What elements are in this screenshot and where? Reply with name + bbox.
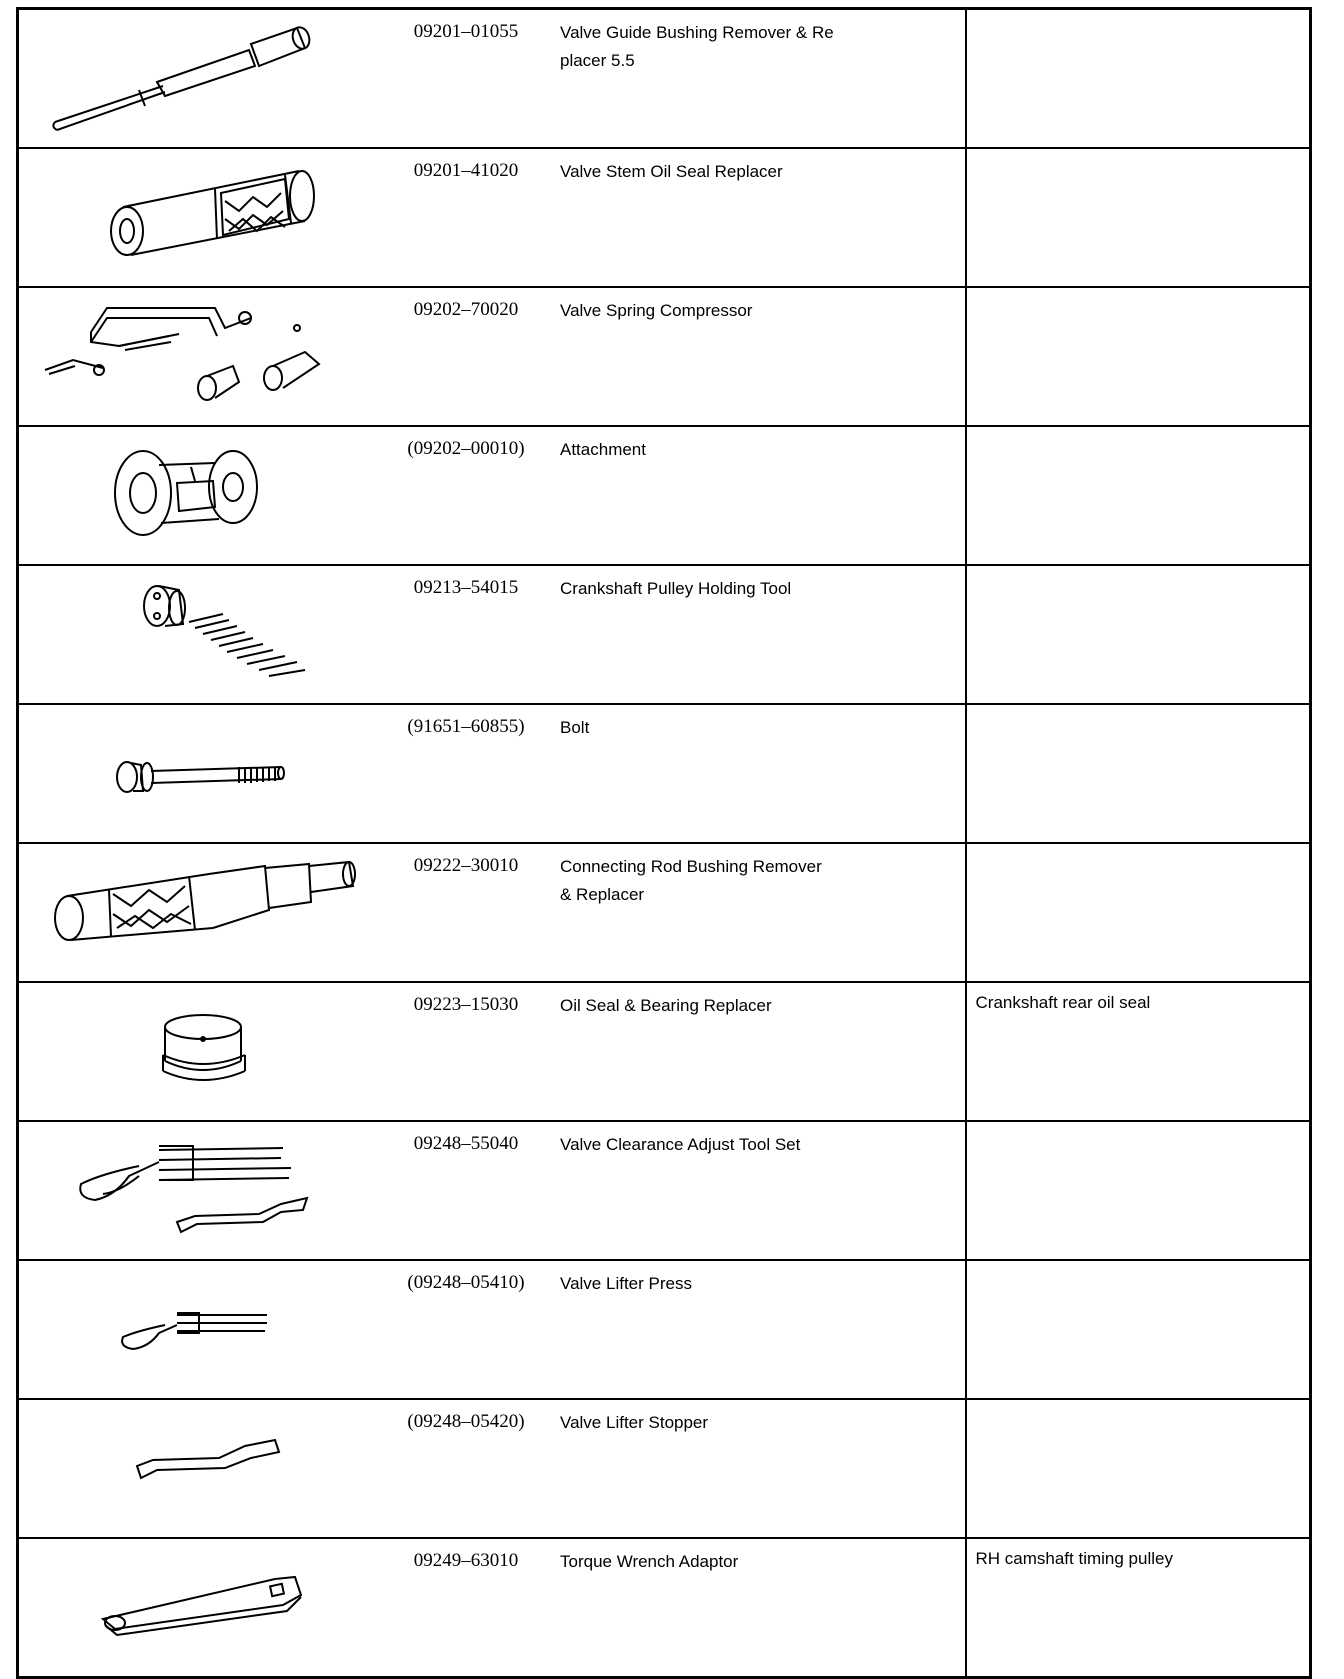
- tool-cell: [18, 1538, 966, 1678]
- valve-guide-bushing-remover-drawing: [19, 10, 399, 137]
- part-number: 09201–01055: [413, 21, 519, 42]
- tool-name: Valve Guide Bushing Remover & Re placer 5.5: [560, 23, 834, 70]
- table-row: [18, 1399, 1311, 1538]
- part-number: 09249–63010: [413, 1550, 519, 1571]
- connecting-rod-bushing-remover-drawing: [19, 844, 399, 971]
- part-number: 09202–70020: [413, 299, 519, 320]
- valve-stem-oil-seal-replacer-drawing: [19, 149, 399, 276]
- tool-note: [966, 9, 1311, 149]
- tool-cell: [18, 9, 966, 149]
- table-row: [18, 843, 1311, 982]
- valve-clearance-adjust-tool-set-drawing: [19, 1122, 399, 1249]
- tool-note: [966, 565, 1311, 704]
- tool-note: RH camshaft timing pulley: [966, 1538, 1311, 1678]
- part-number: 09223–15030: [413, 994, 519, 1015]
- tool-cell: [18, 843, 966, 982]
- oil-seal-bearing-replacer-drawing: [19, 983, 399, 1110]
- part-number: (91651–60855): [407, 716, 525, 737]
- tool-cell: [18, 1399, 966, 1538]
- tool-note: [966, 843, 1311, 982]
- table-row: [18, 1121, 1311, 1260]
- part-number: 09201–41020: [413, 160, 519, 181]
- tool-cell: [18, 565, 966, 704]
- tool-name: Torque Wrench Adaptor: [560, 1552, 739, 1571]
- tool-note: Crankshaft rear oil seal: [966, 982, 1311, 1121]
- tool-name: Valve Spring Compressor: [560, 301, 753, 320]
- tool-name: Crankshaft Pulley Holding Tool: [560, 579, 792, 598]
- valve-spring-compressor-drawing: [19, 288, 399, 415]
- tool-note: [966, 287, 1311, 426]
- special-service-tools-table: [16, 7, 1312, 1679]
- tool-cell: [18, 287, 966, 426]
- tool-name: Valve Clearance Adjust Tool Set: [560, 1135, 801, 1154]
- part-number: (09248–05410): [407, 1272, 525, 1293]
- valve-lifter-stopper-drawing: [19, 1400, 399, 1527]
- tool-note: [966, 1260, 1311, 1399]
- tool-name: Valve Lifter Press: [560, 1274, 692, 1293]
- table-row: [18, 1260, 1311, 1399]
- table-row: [18, 426, 1311, 565]
- tool-cell: [18, 704, 966, 843]
- tool-note: [966, 1399, 1311, 1538]
- tool-name: Attachment: [560, 440, 646, 459]
- tool-cell: [18, 982, 966, 1121]
- table-row: [18, 982, 1311, 1121]
- tool-cell: [18, 1121, 966, 1260]
- torque-wrench-adaptor-drawing: [19, 1539, 399, 1666]
- tool-note: [966, 148, 1311, 287]
- tool-cell: [18, 148, 966, 287]
- tool-cell: [18, 426, 966, 565]
- tool-name: Valve Stem Oil Seal Replacer: [560, 162, 783, 181]
- tool-name: Valve Lifter Stopper: [560, 1413, 709, 1432]
- tool-note: [966, 704, 1311, 843]
- table-row: [18, 565, 1311, 704]
- bolt-drawing: [19, 705, 399, 832]
- table-row: [18, 1538, 1311, 1678]
- tool-note: [966, 1121, 1311, 1260]
- attachment-drawing: [19, 427, 399, 554]
- tool-note: [966, 426, 1311, 565]
- valve-lifter-press-drawing: [19, 1261, 399, 1388]
- tool-cell: [18, 1260, 966, 1399]
- tool-name: Bolt: [560, 718, 590, 737]
- table-row: [18, 148, 1311, 287]
- table-row: [18, 287, 1311, 426]
- part-number: (09248–05420): [407, 1411, 525, 1432]
- part-number: 09248–55040: [413, 1133, 519, 1154]
- table-row: [18, 704, 1311, 843]
- table-row: [18, 9, 1311, 149]
- crankshaft-pulley-holding-tool-drawing: [19, 566, 399, 693]
- part-number: 09213–54015: [413, 577, 519, 598]
- tool-name: Connecting Rod Bushing Remover & Replacer: [560, 857, 822, 904]
- part-number: (09202–00010): [407, 438, 525, 459]
- part-number: 09222–30010: [413, 855, 519, 876]
- tool-name: Oil Seal & Bearing Replacer: [560, 996, 772, 1015]
